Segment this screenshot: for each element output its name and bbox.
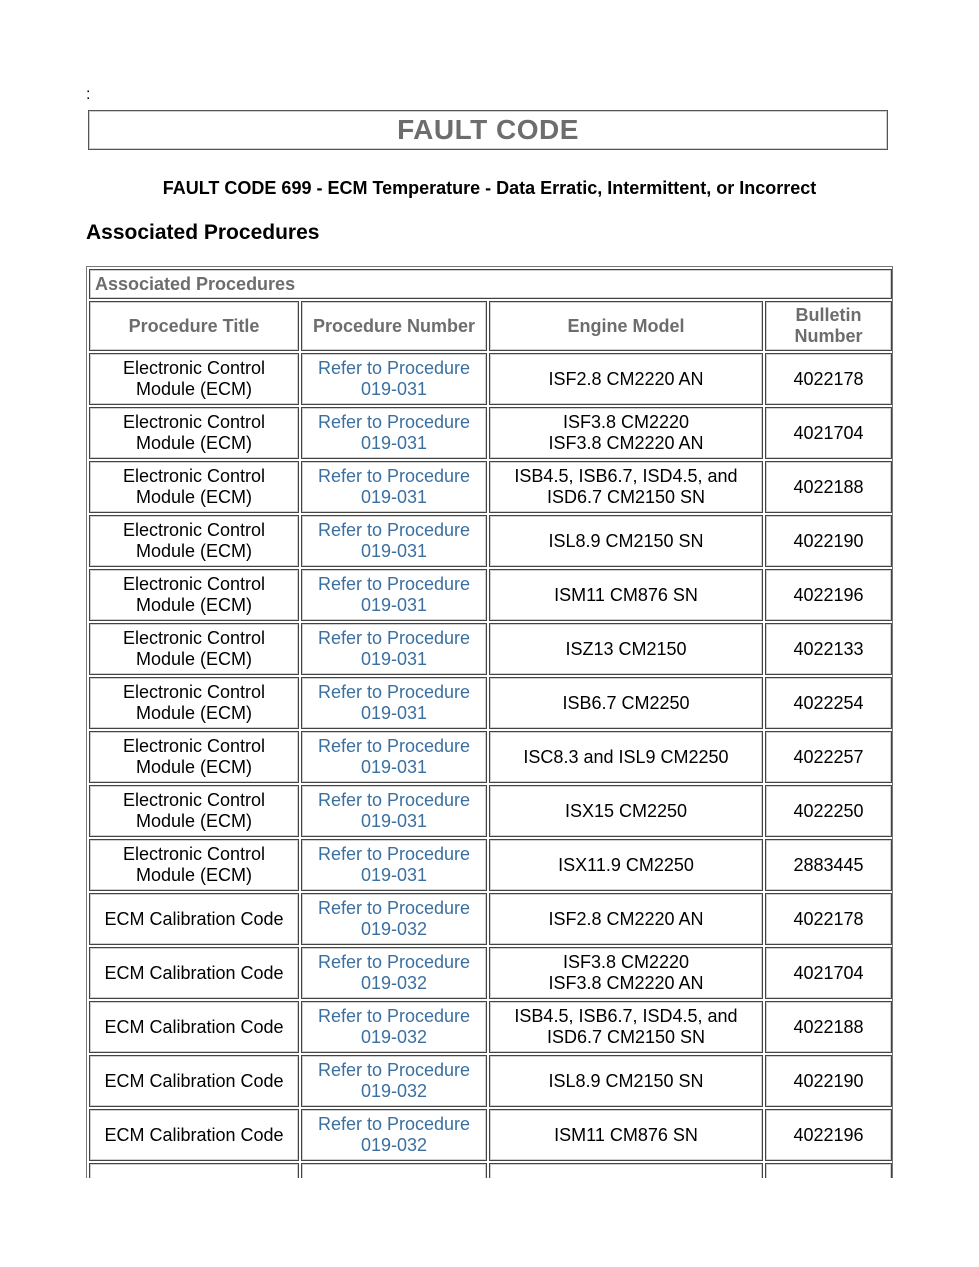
page-marker: :	[86, 86, 91, 103]
procedure-link[interactable]: Refer to Procedure 019-032	[301, 1055, 487, 1107]
procedure-link[interactable]: Refer to Procedure 019-032	[301, 893, 487, 945]
engine-model-cell: ISC8.3 and ISL9 CM2250	[489, 731, 763, 783]
bulletin-number-cell: 4022250	[765, 785, 892, 837]
procedure-title-cell: ECM Calibration Code	[89, 893, 299, 945]
procedure-title-cell: Electronic Control Module (ECM)	[89, 785, 299, 837]
procedure-title-cell: Electronic Control Module (ECM)	[89, 353, 299, 405]
engine-model-cell: ISB4.5, ISB6.7, ISD4.5, and ISD6.7 CM2150 SN	[489, 1001, 763, 1053]
table-row	[89, 515, 892, 567]
procedure-link[interactable]: Refer to Procedure 019-031	[301, 407, 487, 459]
procedure-link[interactable]: Refer to Procedure 019-031	[301, 569, 487, 621]
table-row	[89, 407, 892, 459]
bulletin-number-cell: 4021704	[765, 947, 892, 999]
table-row	[89, 893, 892, 945]
banner-title: FAULT CODE	[397, 114, 579, 145]
procedure-link[interactable]: Refer to Procedure 019-031	[301, 731, 487, 783]
bulletin-number-cell: 4022257	[765, 731, 892, 783]
procedure-link[interactable]: Refer to Procedure 019-031	[301, 515, 487, 567]
table-row	[89, 353, 892, 405]
procedure-title-cell: Electronic Control Module (ECM)	[89, 461, 299, 513]
table-row	[89, 839, 892, 891]
procedure-link[interactable]: Refer to Procedure 019-032	[301, 1109, 487, 1161]
procedure-title-cell: Electronic Control Module (ECM)	[89, 677, 299, 729]
procedure-title-cell: Electronic Control Module (ECM)	[89, 839, 299, 891]
procedures-table	[87, 267, 893, 1178]
procedure-link[interactable]: Refer to Procedure 019-031	[301, 839, 487, 891]
table-header-row	[89, 301, 892, 351]
table-row	[89, 1001, 892, 1053]
procedure-title-cell: Electronic Control Module (ECM)	[89, 515, 299, 567]
table-cell	[765, 1163, 892, 1178]
engine-model-cell: ISL8.9 CM2150 SN	[489, 515, 763, 567]
procedure-link[interactable]: Refer to Procedure 019-031	[301, 353, 487, 405]
bulletin-number-cell: 2883445	[765, 839, 892, 891]
procedure-title-cell: ECM Calibration Code	[89, 1001, 299, 1053]
procedure-title-cell: Electronic Control Module (ECM)	[89, 623, 299, 675]
bulletin-number-cell: 4022188	[765, 1001, 892, 1053]
bulletin-number-cell: 4022196	[765, 1109, 892, 1161]
table-row	[89, 1109, 892, 1161]
table-row	[89, 731, 892, 783]
procedure-title-cell: Electronic Control Module (ECM)	[89, 569, 299, 621]
bulletin-number-cell: 4022188	[765, 461, 892, 513]
bulletin-number-cell: 4022178	[765, 353, 892, 405]
fault-code-banner	[88, 110, 888, 150]
procedure-link[interactable]: Refer to Procedure 019-031	[301, 785, 487, 837]
engine-model-cell: ISZ13 CM2150	[489, 623, 763, 675]
bulletin-number-cell: 4022190	[765, 1055, 892, 1107]
table-row	[89, 947, 892, 999]
table-row-partial	[89, 1163, 892, 1178]
bulletin-number-cell: 4021704	[765, 407, 892, 459]
procedure-link[interactable]: Refer to Procedure 019-031	[301, 623, 487, 675]
procedure-link[interactable]: Refer to Procedure 019-032	[301, 947, 487, 999]
bulletin-number-cell: 4022254	[765, 677, 892, 729]
section-heading: Associated Procedures	[86, 221, 320, 244]
procedure-link[interactable]: Refer to Procedure 019-032	[301, 1001, 487, 1053]
procedure-title-cell: ECM Calibration Code	[89, 1109, 299, 1161]
engine-model-cell: ISF3.8 CM2220 ISF3.8 CM2220 AN	[489, 947, 763, 999]
engine-model-cell: ISF2.8 CM2220 AN	[489, 893, 763, 945]
engine-model-cell: ISX15 CM2250	[489, 785, 763, 837]
table-row	[89, 569, 892, 621]
engine-model-cell: ISX11.9 CM2250	[489, 839, 763, 891]
table-row	[89, 623, 892, 675]
table-cell	[301, 1163, 487, 1178]
engine-model-cell: ISF2.8 CM2220 AN	[489, 353, 763, 405]
fault-code-subtitle: FAULT CODE 699 - ECM Temperature - Data Erratic, Intermittent, or Incorrect	[162, 178, 817, 198]
procedure-title-cell: ECM Calibration Code	[89, 947, 299, 999]
header-procedure-number: Procedure Number	[301, 301, 487, 351]
header-engine-model: Engine Model	[489, 301, 763, 351]
table-cell	[89, 1163, 299, 1178]
procedure-link[interactable]: Refer to Procedure 019-031	[301, 677, 487, 729]
bulletin-number-cell: 4022133	[765, 623, 892, 675]
engine-model-cell: ISM11 CM876 SN	[489, 569, 763, 621]
table-cell	[489, 1163, 763, 1178]
header-procedure-title: Procedure Title	[89, 301, 299, 351]
table-caption: Associated Procedures	[89, 269, 892, 299]
procedure-link[interactable]: Refer to Procedure 019-031	[301, 461, 487, 513]
procedure-title-cell: Electronic Control Module (ECM)	[89, 731, 299, 783]
procedure-title-cell: ECM Calibration Code	[89, 1055, 299, 1107]
procedure-title-cell: Electronic Control Module (ECM)	[89, 407, 299, 459]
engine-model-cell: ISL8.9 CM2150 SN	[489, 1055, 763, 1107]
bulletin-number-cell: 4022196	[765, 569, 892, 621]
header-bulletin-number: Bulletin Number	[765, 301, 892, 351]
table-row	[89, 461, 892, 513]
engine-model-cell: ISB6.7 CM2250	[489, 677, 763, 729]
bulletin-number-cell: 4022190	[765, 515, 892, 567]
engine-model-cell: ISF3.8 CM2220 ISF3.8 CM2220 AN	[489, 407, 763, 459]
engine-model-cell: ISM11 CM876 SN	[489, 1109, 763, 1161]
table-row	[89, 677, 892, 729]
procedures-table-container	[86, 266, 893, 1178]
table-row	[89, 1055, 892, 1107]
engine-model-cell: ISB4.5, ISB6.7, ISD4.5, and ISD6.7 CM2150 SN	[489, 461, 763, 513]
table-row	[89, 785, 892, 837]
bulletin-number-cell: 4022178	[765, 893, 892, 945]
